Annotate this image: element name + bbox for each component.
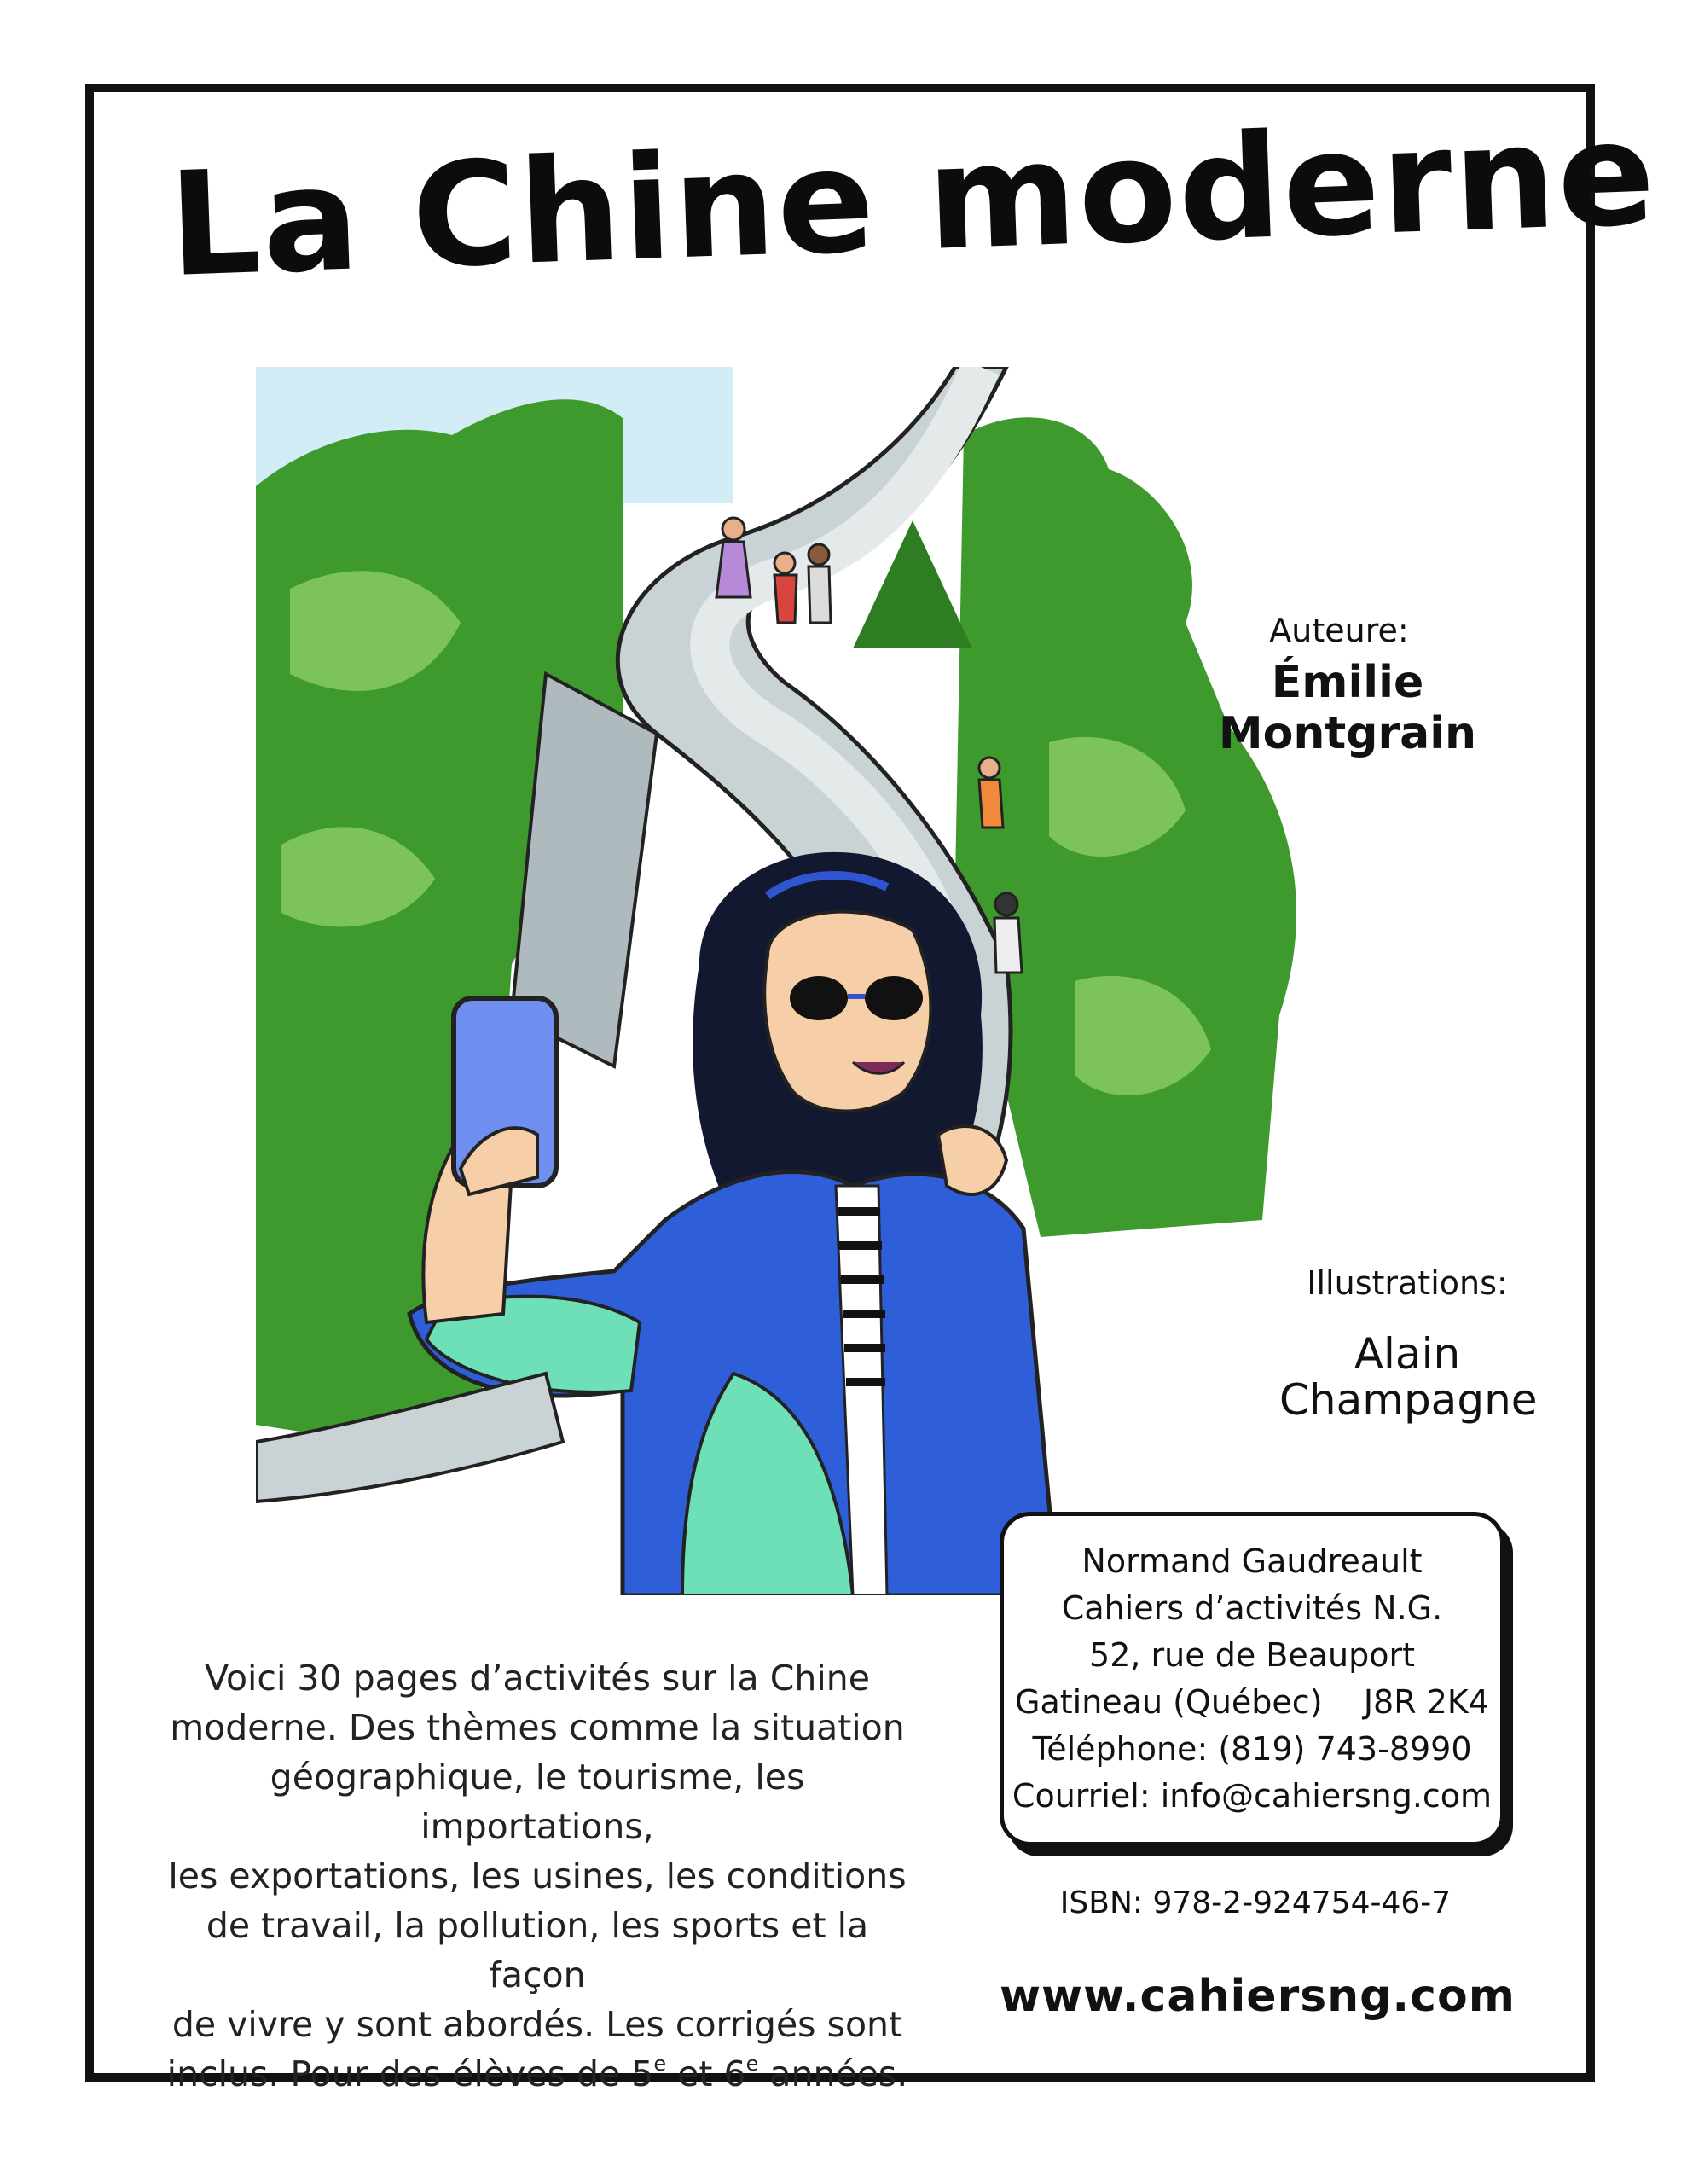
description-line: géographique, le tourisme, les importations,: [270, 1757, 805, 1847]
sunglasses-left: [790, 976, 848, 1020]
description-line: de vivre y sont abordés. Les corrigés sont: [171, 2004, 903, 2045]
publisher-line: 52, rue de Beauport: [1089, 1636, 1415, 1674]
description-line: de travail, la pollution, les sports et la façon: [206, 1905, 869, 1995]
description-text: et 6: [666, 2053, 746, 2094]
publisher-box: [1000, 1512, 1504, 1846]
cover-title: La Chine moderne: [165, 90, 1660, 309]
illustrator-label: Illustrations:: [1307, 1264, 1508, 1302]
description-line: [154, 2049, 921, 2099]
publisher-line: Cahiers d’activités N.G.: [1061, 1589, 1443, 1627]
superscript: e: [745, 2052, 759, 2076]
publisher-line: Gatineau (Québec) J8R 2K4: [1015, 1683, 1489, 1721]
description-line: Voici 30 pages d’activités sur la Chine: [205, 1658, 870, 1699]
publisher-line: Normand Gaudreault: [1081, 1542, 1423, 1580]
author-label: Auteure:: [1269, 612, 1409, 649]
description: [154, 1653, 921, 2099]
publisher-line: Téléphone: (819) 743-8990: [1032, 1730, 1472, 1768]
publisher-line: Courriel: info@cahiersng.com: [1012, 1777, 1493, 1815]
cover-illustration: [256, 367, 1330, 1595]
isbn: ISBN: 978-2-924754-46-7: [1059, 1885, 1452, 1920]
description-line: moderne. Des thèmes comme la situation: [170, 1707, 905, 1748]
illustrator-first-name: Alain: [1354, 1329, 1461, 1379]
superscript: e: [653, 2052, 667, 2076]
description-text: inclus. Pour des élèves de 5: [166, 2053, 654, 2094]
sunglasses-right: [865, 976, 923, 1020]
description-line: les exportations, les usines, les conditions: [168, 1856, 907, 1896]
website-link[interactable]: www.cahiersng.com: [1000, 1971, 1516, 2022]
illustrator-last-name: Champagne: [1279, 1375, 1538, 1425]
description-text: années.: [758, 2053, 908, 2094]
author-name: Émilie Montgrain: [1218, 657, 1477, 759]
